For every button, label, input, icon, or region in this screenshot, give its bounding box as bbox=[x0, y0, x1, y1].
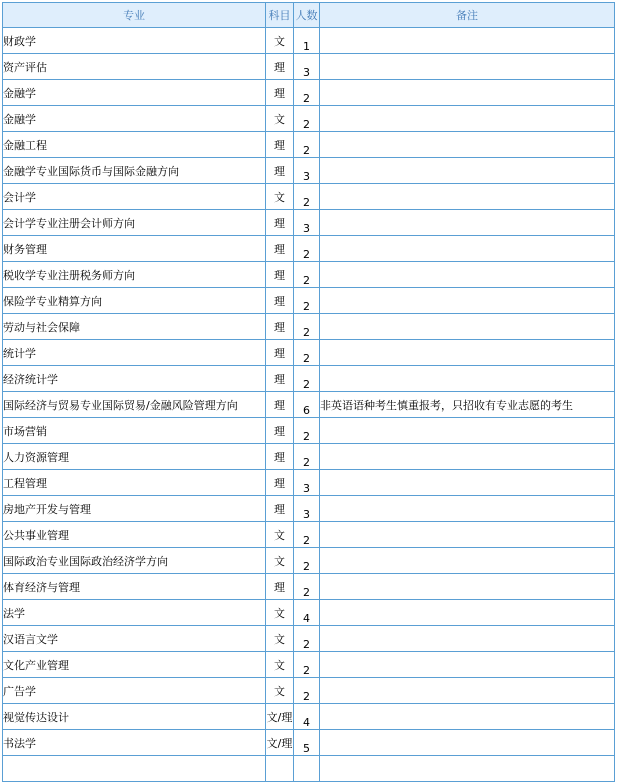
table-row bbox=[3, 652, 615, 678]
subject-cell: 文 bbox=[266, 600, 294, 626]
table-row bbox=[3, 600, 615, 626]
subject-cell: 文/理 bbox=[266, 730, 294, 756]
subject-cell bbox=[266, 756, 294, 782]
count-cell: 2 bbox=[294, 548, 320, 574]
table-body bbox=[3, 28, 615, 782]
major-cell: 市场营销 bbox=[3, 418, 266, 444]
note-cell bbox=[320, 704, 615, 730]
count-cell: 6 bbox=[294, 392, 320, 418]
table-row bbox=[3, 548, 615, 574]
major-cell: 金融学专业国际货币与国际金融方向 bbox=[3, 158, 266, 184]
subject-cell: 理 bbox=[266, 288, 294, 314]
count-cell: 2 bbox=[294, 444, 320, 470]
major-cell: 人力资源管理 bbox=[3, 444, 266, 470]
table-row bbox=[3, 184, 615, 210]
count-cell: 2 bbox=[294, 366, 320, 392]
major-cell: 工程管理 bbox=[3, 470, 266, 496]
count-cell bbox=[294, 756, 320, 782]
subject-cell: 理 bbox=[266, 340, 294, 366]
major-cell: 财政学 bbox=[3, 28, 266, 54]
subject-cell: 文 bbox=[266, 548, 294, 574]
note-cell bbox=[320, 730, 615, 756]
note-cell bbox=[320, 496, 615, 522]
major-cell: 书法学 bbox=[3, 730, 266, 756]
subject-cell: 文 bbox=[266, 106, 294, 132]
subject-cell: 理 bbox=[266, 470, 294, 496]
header-note: 备注 bbox=[320, 3, 615, 28]
table-row bbox=[3, 340, 615, 366]
subject-cell: 理 bbox=[266, 262, 294, 288]
subject-cell: 理 bbox=[266, 496, 294, 522]
subject-cell: 文 bbox=[266, 28, 294, 54]
note-cell bbox=[320, 288, 615, 314]
note-cell bbox=[320, 184, 615, 210]
major-cell: 保险学专业精算方向 bbox=[3, 288, 266, 314]
header-subject: 科目 bbox=[266, 3, 294, 28]
count-cell: 2 bbox=[294, 80, 320, 106]
header-count: 人数 bbox=[294, 3, 320, 28]
major-cell: 金融工程 bbox=[3, 132, 266, 158]
major-cell: 国际经济与贸易专业国际贸易/金融风险管理方向 bbox=[3, 392, 266, 418]
table-row bbox=[3, 418, 615, 444]
note-cell bbox=[320, 132, 615, 158]
major-cell: 体育经济与管理 bbox=[3, 574, 266, 600]
note-cell bbox=[320, 470, 615, 496]
major-cell: 公共事业管理 bbox=[3, 522, 266, 548]
table-row bbox=[3, 496, 615, 522]
table-row bbox=[3, 132, 615, 158]
count-cell: 3 bbox=[294, 496, 320, 522]
table-row bbox=[3, 236, 615, 262]
count-cell: 3 bbox=[294, 470, 320, 496]
subject-cell: 理 bbox=[266, 132, 294, 158]
subject-cell: 理 bbox=[266, 574, 294, 600]
count-cell: 2 bbox=[294, 288, 320, 314]
table-row bbox=[3, 704, 615, 730]
major-cell: 广告学 bbox=[3, 678, 266, 704]
count-cell: 3 bbox=[294, 210, 320, 236]
count-cell: 2 bbox=[294, 678, 320, 704]
count-cell: 2 bbox=[294, 626, 320, 652]
table-row bbox=[3, 80, 615, 106]
major-cell: 房地产开发与管理 bbox=[3, 496, 266, 522]
note-cell bbox=[320, 600, 615, 626]
count-cell: 2 bbox=[294, 314, 320, 340]
table-row bbox=[3, 626, 615, 652]
note-cell bbox=[320, 548, 615, 574]
count-cell: 2 bbox=[294, 132, 320, 158]
note-cell bbox=[320, 522, 615, 548]
table-row bbox=[3, 262, 615, 288]
note-cell bbox=[320, 314, 615, 340]
table-row bbox=[3, 106, 615, 132]
subject-cell: 理 bbox=[266, 54, 294, 80]
major-cell: 金融学 bbox=[3, 80, 266, 106]
note-cell bbox=[320, 106, 615, 132]
table-row bbox=[3, 444, 615, 470]
table-row bbox=[3, 392, 615, 418]
count-cell: 1 bbox=[294, 28, 320, 54]
note-cell bbox=[320, 652, 615, 678]
note-cell bbox=[320, 626, 615, 652]
major-cell: 会计学专业注册会计师方向 bbox=[3, 210, 266, 236]
subject-cell: 理 bbox=[266, 158, 294, 184]
count-cell: 2 bbox=[294, 262, 320, 288]
count-cell: 2 bbox=[294, 236, 320, 262]
table-row bbox=[3, 574, 615, 600]
major-cell: 汉语言文学 bbox=[3, 626, 266, 652]
count-cell: 4 bbox=[294, 600, 320, 626]
major-cell: 劳动与社会保障 bbox=[3, 314, 266, 340]
table-row bbox=[3, 158, 615, 184]
subject-cell: 理 bbox=[266, 392, 294, 418]
major-cell: 金融学 bbox=[3, 106, 266, 132]
note-cell bbox=[320, 158, 615, 184]
subject-cell: 理 bbox=[266, 418, 294, 444]
subject-cell: 文 bbox=[266, 678, 294, 704]
subject-cell: 文 bbox=[266, 522, 294, 548]
subject-cell: 文 bbox=[266, 184, 294, 210]
table-row bbox=[3, 210, 615, 236]
major-cell: 财务管理 bbox=[3, 236, 266, 262]
count-cell: 3 bbox=[294, 158, 320, 184]
count-cell: 2 bbox=[294, 574, 320, 600]
subject-cell: 文 bbox=[266, 652, 294, 678]
note-cell bbox=[320, 236, 615, 262]
count-cell: 2 bbox=[294, 106, 320, 132]
subject-cell: 文/理 bbox=[266, 704, 294, 730]
table-row bbox=[3, 730, 615, 756]
major-cell bbox=[3, 756, 266, 782]
note-cell bbox=[320, 574, 615, 600]
subject-cell: 理 bbox=[266, 236, 294, 262]
table-row bbox=[3, 314, 615, 340]
count-cell: 2 bbox=[294, 418, 320, 444]
count-cell: 4 bbox=[294, 704, 320, 730]
note-cell bbox=[320, 54, 615, 80]
note-cell bbox=[320, 444, 615, 470]
subject-cell: 理 bbox=[266, 80, 294, 106]
note-cell bbox=[320, 210, 615, 236]
table-row bbox=[3, 28, 615, 54]
note-cell bbox=[320, 678, 615, 704]
table-row bbox=[3, 522, 615, 548]
table-row bbox=[3, 54, 615, 80]
note-cell bbox=[320, 340, 615, 366]
count-cell: 2 bbox=[294, 652, 320, 678]
table-row bbox=[3, 470, 615, 496]
major-cell: 统计学 bbox=[3, 340, 266, 366]
note-cell bbox=[320, 418, 615, 444]
major-cell: 视觉传达设计 bbox=[3, 704, 266, 730]
count-cell: 2 bbox=[294, 184, 320, 210]
note-cell bbox=[320, 262, 615, 288]
table-row bbox=[3, 678, 615, 704]
count-cell: 2 bbox=[294, 522, 320, 548]
subject-cell: 理 bbox=[266, 314, 294, 340]
major-cell: 资产评估 bbox=[3, 54, 266, 80]
major-cell: 国际政治专业国际政治经济学方向 bbox=[3, 548, 266, 574]
table-row bbox=[3, 366, 615, 392]
header-row bbox=[3, 3, 615, 28]
major-cell: 文化产业管理 bbox=[3, 652, 266, 678]
table-header bbox=[3, 3, 615, 28]
note-cell bbox=[320, 28, 615, 54]
count-cell: 2 bbox=[294, 340, 320, 366]
note-cell: 非英语语种考生慎重报考，只招收有专业志愿的考生 bbox=[320, 392, 615, 418]
subject-cell: 理 bbox=[266, 444, 294, 470]
major-cell: 税收学专业注册税务师方向 bbox=[3, 262, 266, 288]
table-row bbox=[3, 288, 615, 314]
note-cell bbox=[320, 80, 615, 106]
enrollment-table bbox=[2, 2, 615, 782]
major-cell: 法学 bbox=[3, 600, 266, 626]
major-cell: 经济统计学 bbox=[3, 366, 266, 392]
count-cell: 3 bbox=[294, 54, 320, 80]
table-row bbox=[3, 756, 615, 782]
note-cell bbox=[320, 366, 615, 392]
subject-cell: 文 bbox=[266, 626, 294, 652]
major-cell: 会计学 bbox=[3, 184, 266, 210]
count-cell: 5 bbox=[294, 730, 320, 756]
header-major: 专业 bbox=[3, 3, 266, 28]
subject-cell: 理 bbox=[266, 210, 294, 236]
subject-cell: 理 bbox=[266, 366, 294, 392]
note-cell bbox=[320, 756, 615, 782]
